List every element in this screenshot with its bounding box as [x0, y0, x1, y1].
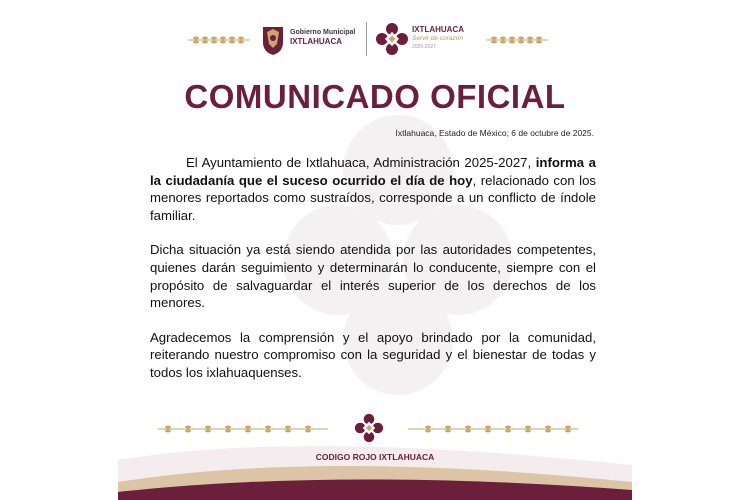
paragraph-1-lead: El Ayuntamiento de Ixtlahuaca, Administración 2025-2027, [186, 155, 536, 170]
logo-divider [366, 22, 367, 56]
paragraph-1-rest: , relacionado con los menores reportados como sustraídos, corresponde a un conflicto de índole familiar. [150, 172, 596, 223]
ornament-left-icon [188, 34, 250, 46]
header [118, 16, 632, 66]
brand-slogan: Servir de corazón [412, 35, 463, 42]
page-title: COMUNICADO OFICIAL [184, 78, 566, 115]
brand-name: IXTLAHUACA [412, 25, 464, 34]
paragraph-1 [150, 154, 596, 224]
municipal-logo-text [290, 28, 355, 46]
footer-ornament-left-icon [158, 423, 328, 435]
footer-ornament-right-icon [408, 423, 578, 435]
paragraph-2: Dicha situación ya está siendo atendida por las autoridades competentes, quienes darán seguimiento y determinarán lo conducente, siempre con el propósito de salvaguardar el interés superior de los derechos de los menores. [150, 242, 596, 311]
footer-label: CODIGO ROJO IXTLAHUACA [315, 452, 435, 462]
org-line1: Gobierno Municipal [290, 29, 356, 36]
communique-card [118, 0, 632, 500]
brand-period: 2025-2027 [412, 44, 436, 50]
date-line: Ixtlahuaca, Estado de México; 6 de octubre de 2025. [395, 128, 594, 138]
brand-logo-text [412, 25, 464, 52]
brand-flower-icon [375, 22, 409, 56]
paragraph-3: Agradecemos la comprensión y el apoyo brindado por la comunidad, reiterando nuestro compromiso con la seguridad y el bienestar de todas y todos los ixlahuaquenses. [150, 329, 596, 380]
org-line2: IXTLAHUACA [290, 37, 342, 46]
ornament-right-icon [486, 34, 548, 46]
footer-flower-icon [354, 413, 384, 443]
communique-body [150, 154, 596, 399]
paragraph-1-bold: informa a la ciudadanía que el suceso ocurrido el día de hoy [150, 155, 596, 188]
municipal-shield-icon [260, 24, 286, 56]
